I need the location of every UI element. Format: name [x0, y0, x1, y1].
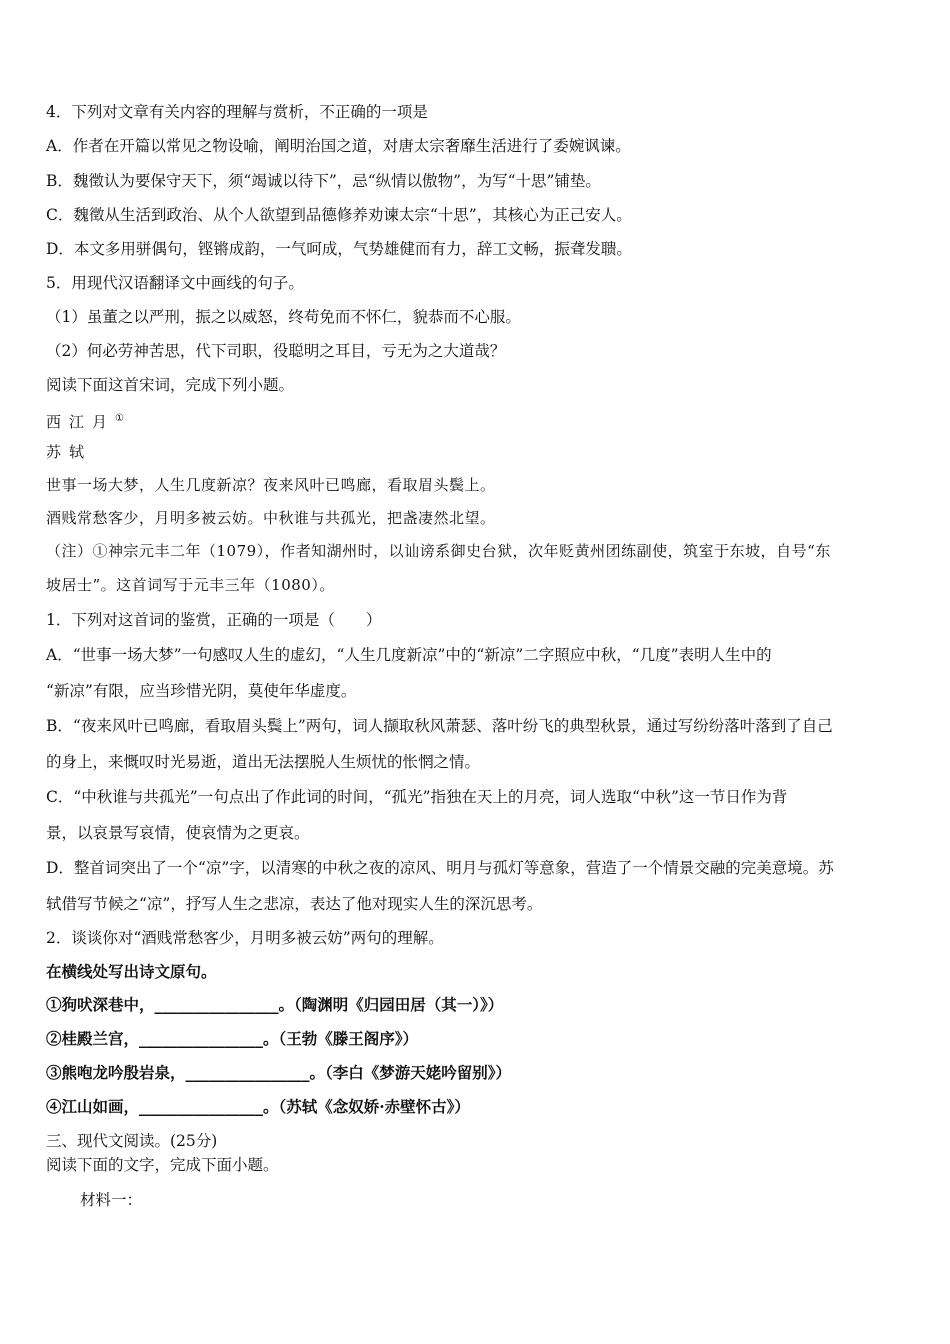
- poem-title: 西江月: [46, 413, 116, 431]
- fill-blank-title: 在横线处写出诗文原句。: [46, 962, 217, 981]
- fill-blank-3: ③熊咆龙吟殷岩泉，________________。（李白《梦游天姥吟留别》）: [46, 1063, 512, 1082]
- question-5-item-1: （1）虽董之以严刑，振之以威怒，终苟免而不怀仁，貌恭而不心服。: [46, 308, 521, 326]
- poem-question-1-option-c-line-2: 景，以哀景写哀情，使哀情为之更哀。: [46, 824, 310, 842]
- poem-author: 苏轼: [46, 443, 93, 461]
- poem-title-line: [46, 408, 124, 433]
- question-5: 5．用现代汉语翻译文中画线的句子。: [46, 274, 304, 292]
- question-4-option-a: A．作者在开篇以常见之物设喻，阐明治国之道，对唐太宗奢靡生活进行了委婉讽谏。: [46, 137, 631, 155]
- poem-question-1-option-a-line-1: A．“世事一场大梦”一句感叹人生的虚幻，“人生几度新凉”中的“新凉”二字照应中秋，“几度”表明人生中的: [46, 646, 772, 664]
- fill-blank-1: ①狗吠深巷中，________________。（陶渊明《归园田居（其一）》）: [46, 995, 504, 1014]
- fill-blank-4: ④江山如画，________________。（苏轼《念奴娇·赤壁怀古》）: [46, 1097, 470, 1116]
- poem-title-note-mark: ①: [115, 413, 125, 424]
- poem-question-1-option-b-line-2: 的身上，来慨叹时光易逝，道出无法摆脱人生烦忧的怅惘之情。: [46, 753, 481, 771]
- poem-question-1-option-d-line-2: 轼借写节候之“凉”，抒写人生之悲凉，表达了他对现实人生的深沉思考。: [46, 895, 543, 913]
- poem-question-1: 1．下列对这首词的鉴赏，正确的一项是（ ）: [46, 611, 382, 629]
- poem-note-line-2: 坡居士”。这首词写于元丰三年（1080）。: [46, 576, 335, 594]
- material-1-label: 材料一：: [80, 1191, 143, 1209]
- section-3-heading: 三、现代文阅读。(25分): [46, 1132, 218, 1150]
- fill-blank-2: ②桂殿兰宫，________________。（王勃《滕王阁序》）: [46, 1029, 419, 1048]
- poem-question-1-option-d-line-1: D．整首词突出了一个“凉”字，以清寒的中秋之夜的凉风、明月与孤灯等意象，营造了一个情景交融的完美意境。苏: [46, 859, 834, 877]
- poem-question-2: 2．谈谈你对“酒贱常愁客少，月明多被云妨”两句的理解。: [46, 929, 444, 947]
- question-4-option-b: B．魏徵认为要保守天下，须“竭诚以待下”，忌“纵情以傲物”，为写“十思”铺垫。: [46, 172, 601, 190]
- section-3-intro: 阅读下面的文字，完成下面小题。: [46, 1156, 279, 1174]
- poem-question-1-option-a-line-2: “新凉”有限，应当珍惜光阴，莫使年华虚度。: [46, 682, 357, 700]
- poem-intro: 阅读下面这首宋词，完成下列小题。: [46, 376, 295, 394]
- poem-question-1-option-c-line-1: C．“中秋谁与共孤光”一句点出了作此词的时间，“孤光”指独在天上的月亮，词人选取“中秋”这一节日作为背: [46, 788, 788, 806]
- question-4-option-d: D．本文多用骈偶句，铿锵成韵，一气呵成，气势雄健而有力，辞工文畅，振聋发聩。: [46, 240, 632, 258]
- poem-question-1-option-b-line-1: B．“夜来风叶已鸣廊，看取眉头鬓上”两句，词人撷取秋风萧瑟、落叶纷飞的典型秋景，通过写纷纷落叶落到了自己: [46, 717, 833, 735]
- question-4-option-c: C．魏徵从生活到政治、从个人欲望到品德修养劝谏太宗“十思”，其核心为正己安人。: [46, 206, 632, 224]
- poem-line-2: 酒贱常愁客少，月明多被云妨。中秋谁与共孤光，把盏凄然北望。: [46, 509, 496, 527]
- question-4: 4．下列对文章有关内容的理解与赏析，不正确的一项是: [46, 103, 428, 121]
- poem-line-1: 世事一场大梦，人生几度新凉？夜来风叶已鸣廊，看取眉头鬓上。: [46, 476, 496, 494]
- poem-note-line-1: （注）①神宗元丰二年（1079），作者知湖州时，以讪谤系御史台狱，次年贬黄州团练副使，筑室于东坡，自号“东: [46, 542, 831, 560]
- question-5-item-2: （2）何必劳神苦思，代下司职，役聪明之耳目，亏无为之大道哉？: [46, 342, 506, 360]
